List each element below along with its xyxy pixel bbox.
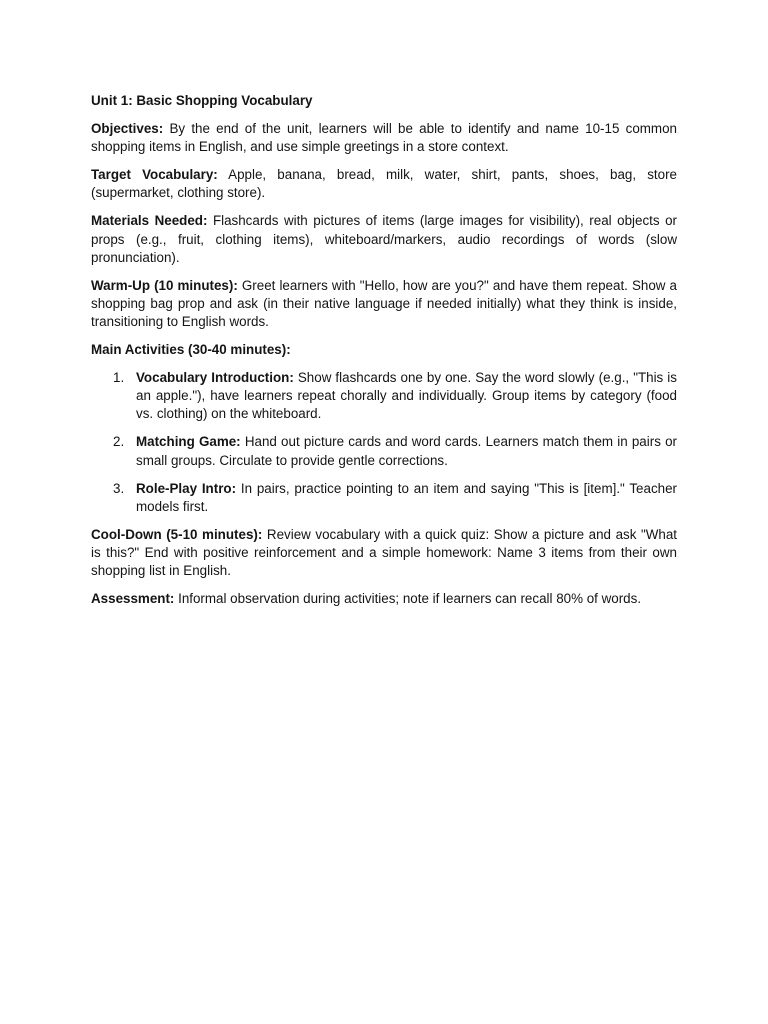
list-item-number: 1.: [113, 370, 125, 386]
list-item-label: Matching Game:: [136, 434, 241, 450]
target-vocabulary-paragraph: [91, 166, 677, 202]
warm-up-label: Warm-Up (10 minutes):: [91, 277, 238, 293]
list-item-number: 2.: [113, 434, 125, 450]
main-activities-heading: Main Activities (30-40 minutes):: [91, 342, 291, 358]
list-item-label: Vocabulary Introduction:: [136, 370, 294, 386]
list-item: [91, 433, 677, 469]
list-item: [91, 480, 677, 516]
cool-down-text: Review vocabulary with a quick quiz: Show a picture and ask "What is this?" End with positive reinforcement and a simple homework: Name 3 items from their own shopping list in English.: [91, 526, 677, 578]
list-item-text: Hand out picture cards and word cards. Learners match them in pairs or small groups. Circulate to provide gentle corrections.: [136, 434, 677, 468]
main-activities-list: [91, 369, 677, 516]
list-item-label: Role-Play Intro:: [136, 480, 237, 496]
assessment-paragraph: [91, 590, 677, 608]
materials-needed-text: Flashcards with pictures of items (large images for visibility), real objects or props (e.g., fruit, clothing items), whiteboard/markers, audio recordings of words (slow pronunciation).: [91, 213, 677, 265]
cool-down-paragraph: [91, 526, 677, 580]
list-item: [91, 369, 677, 423]
assessment-label: Assessment:: [91, 591, 175, 607]
list-item-text: Show flashcards one by one. Say the word slowly (e.g., "This is an apple."), have learners repeat chorally and individually. Group items by category (food vs. clothing) on the whiteboard.: [136, 370, 677, 422]
materials-needed-label: Materials Needed:: [91, 213, 208, 229]
list-item-text: In pairs, practice pointing to an item and saying "This is [item]." Teacher models first.: [136, 480, 677, 514]
target-vocabulary-label: Target Vocabulary:: [91, 167, 218, 183]
materials-needed-paragraph: [91, 212, 677, 266]
warm-up-paragraph: [91, 277, 677, 331]
warm-up-text: Greet learners with "Hello, how are you?" and have them repeat. Show a shopping bag prop and ask (in their native language if needed initially) what they think is inside, transitioning to English words.: [91, 277, 677, 329]
page-title: Unit 1: Basic Shopping Vocabulary: [91, 93, 313, 108]
list-item-number: 3.: [113, 480, 125, 496]
objectives-paragraph: [91, 120, 677, 156]
assessment-text: Informal observation during activities; note if learners can recall 80% of words.: [178, 591, 642, 607]
target-vocabulary-text: Apple, banana, bread, milk, water, shirt, pants, shoes, bag, store (supermarket, clothing store).: [91, 167, 677, 201]
objectives-label: Objectives:: [91, 121, 164, 137]
cool-down-label: Cool-Down (5-10 minutes):: [91, 526, 263, 542]
lesson-plan-document: [91, 92, 677, 618]
objectives-text: By the end of the unit, learners will be able to identify and name 10-15 common shopping items in English, and use simple greetings in a store context.: [91, 121, 677, 155]
